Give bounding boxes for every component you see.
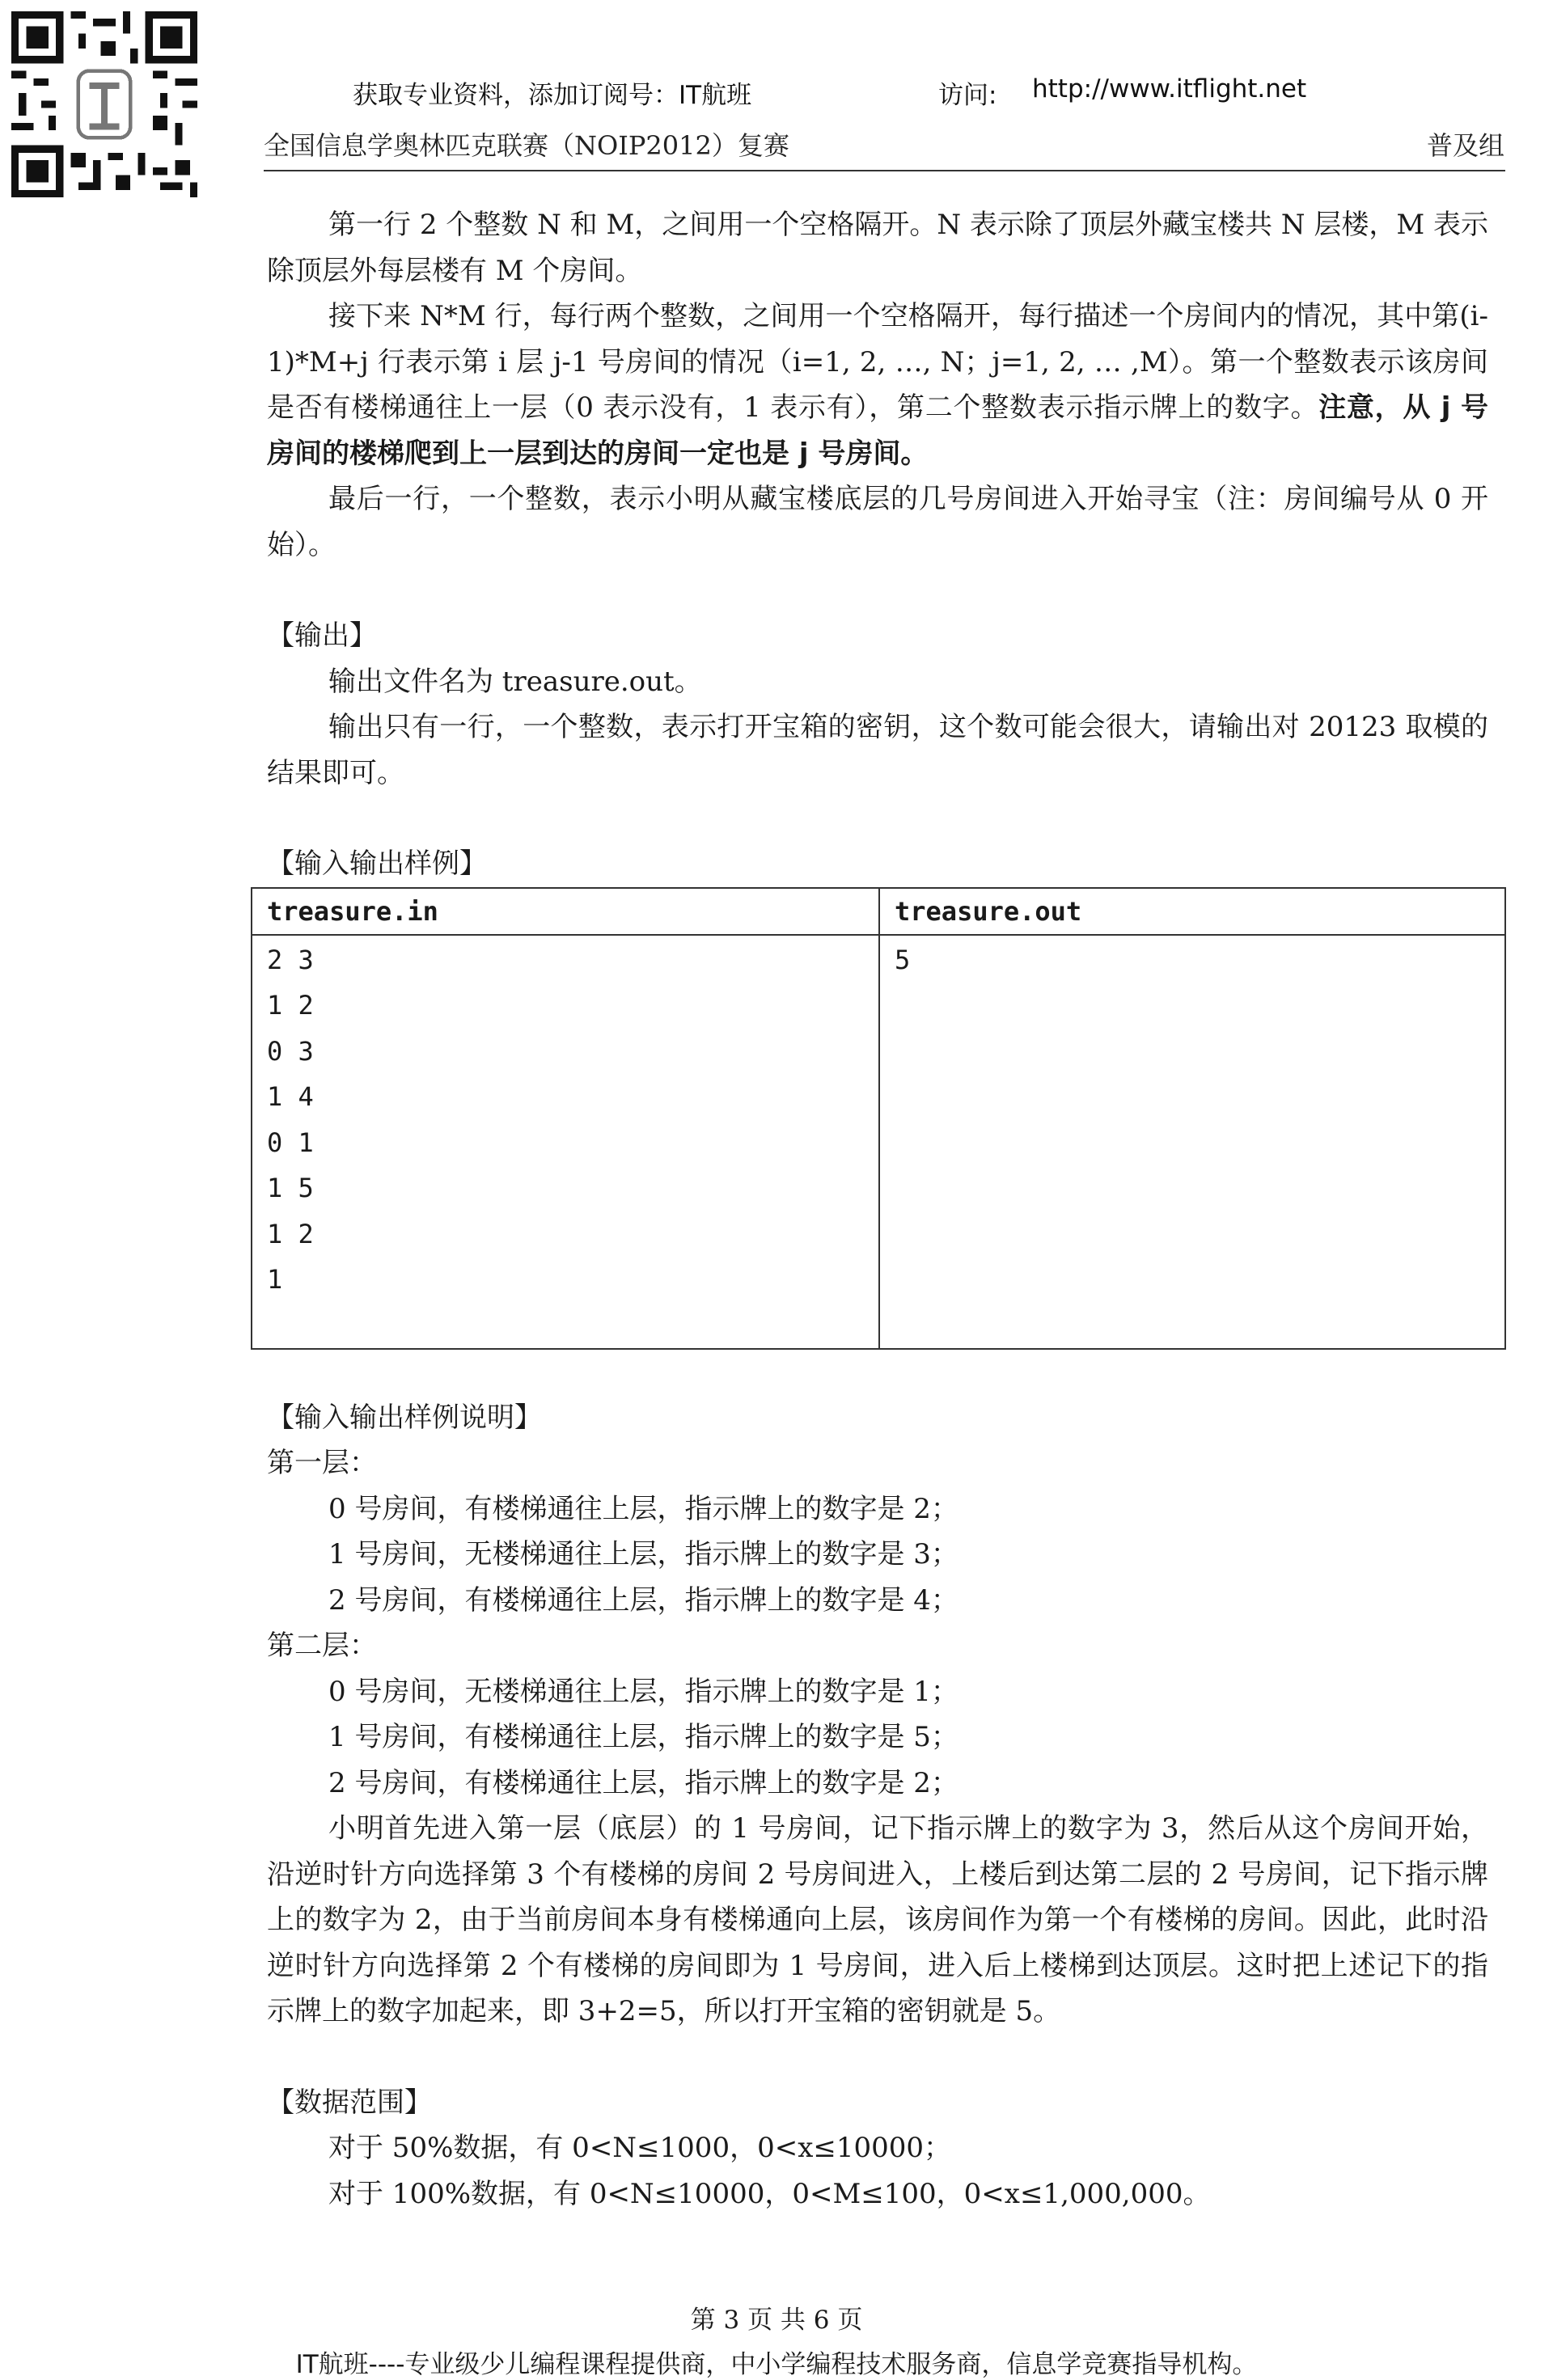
sample-input-line: 1 2 <box>267 1218 314 1249</box>
floor2-room: 1 号房间，有楼梯通往上层，指示牌上的数字是 5； <box>328 1721 958 1753</box>
output-heading: 【输出】 <box>267 619 377 652</box>
sample-output-cell <box>879 935 1505 1349</box>
floor1-room: 0 号房间，有楼梯通往上层，指示牌上的数字是 2； <box>328 1492 958 1525</box>
output-paragraph: 输出只有一行，一个整数，表示打开宝箱的密钥，这个数可能会很大，请输出对 20123 取模的结果即可。 <box>267 711 1488 789</box>
sample-input-line: 1 <box>267 1264 283 1295</box>
sample-io-table <box>251 887 1506 1350</box>
sample-output-header: treasure.out <box>879 888 1505 935</box>
sample-input-line: 2 3 <box>267 944 314 975</box>
promo-url-link[interactable]: http://www.itflight.net <box>1032 74 1307 104</box>
floor1-label: 第一层： <box>267 1447 377 1479</box>
page-number: 第 3 页 共 6 页 <box>690 2306 863 2335</box>
range-heading: 【数据范围】 <box>267 2086 432 2119</box>
sample-input-line: 1 5 <box>267 1173 314 1203</box>
sample-heading: 【输入输出样例】 <box>267 848 487 880</box>
sample-input-line: 1 4 <box>267 1081 314 1112</box>
footer-promo: IT航班----专业级少儿编程课程提供商，中小学编程技术服务商，信息学竞赛指导机构。 <box>295 2350 1258 2379</box>
header-divider <box>264 170 1505 171</box>
floor1-room: 1 号房间，无楼梯通往上层，指示牌上的数字是 3； <box>328 1538 958 1570</box>
floor2-room: 2 号房间，有楼梯通往上层，指示牌上的数字是 2； <box>328 1766 958 1799</box>
promo-visit-label: 访问: <box>938 81 997 110</box>
input-desc-paragraph: 第一行 2 个整数 N 和 M，之间用一个空格隔开。N 表示除了顶层外藏宝楼共 N 层楼，M 表示除顶层外每层楼有 M 个房间。 <box>267 209 1488 287</box>
input-note-bold: 注意，从 j 号房间的楼梯爬到上一层到达的房间一定也是 j 号房间。 <box>267 391 1488 470</box>
page-header-group: 普及组 <box>1426 130 1504 161</box>
range-line: 对于 100%数据，有 0<N≤10000，0<M≤100，0<x≤1,000,000。 <box>328 2177 1211 2210</box>
sample-input-line: 0 3 <box>267 1035 314 1067</box>
explain-summary: 小明首先进入第一层（底层）的 1 号房间，记下指示牌上的数字为 3，然后从这个房间开始，沿逆时针方向选择第 3 个有楼梯的房间 2 号房间进入，上楼后到达第二层的 2 号房间，记下指示牌上的数字为 2，由于当前房间本身有楼梯通向上层，该房间作为第一个有楼梯的房间。因此，此时沿逆时针方向选择第 2 个有楼梯的房间即为 1 号房间，进入后上楼梯到达顶层。这时把上述记下的指示牌上的数字加起来，即 3+2=5，所以打开宝箱的密钥就是 5。 <box>267 1812 1488 2027</box>
promo-subscribe: 获取专业资料，添加订阅号：IT航班 <box>353 81 752 110</box>
input-desc-paragraph: 最后一行，一个整数，表示小明从藏宝楼底层的几号房间进入开始寻宝（注：房间编号从 0 开始）。 <box>267 483 1488 561</box>
sample-output-line: 5 <box>895 944 911 975</box>
floor1-room: 2 号房间，有楼梯通往上层，指示牌上的数字是 4； <box>328 1583 958 1617</box>
sample-input-line: 0 1 <box>267 1127 314 1158</box>
floor2-room: 0 号房间，无楼梯通往上层，指示牌上的数字是 1； <box>328 1675 958 1708</box>
qr-code-icon <box>11 11 197 197</box>
page-header-title: 全国信息学奥林匹克联赛（NOIP2012）复赛 <box>264 130 789 161</box>
document-body <box>267 202 1488 2217</box>
sample-input-cell <box>252 935 879 1349</box>
range-line: 对于 50%数据，有 0<N≤1000，0<x≤10000； <box>328 2132 952 2164</box>
output-paragraph: 输出文件名为 treasure.out。 <box>328 665 702 698</box>
explain-heading: 【输入输出样例说明】 <box>267 1401 542 1434</box>
sample-input-line: 1 2 <box>267 990 314 1021</box>
sample-input-header: treasure.in <box>252 888 879 935</box>
input-desc-paragraph: 接下来 N*M 行，每行两个整数，之间用一个空格隔开，每行描述一个房间内的情况，其中第(i-1)*M+j 行表示第 i 层 j-1 号房间的情况（i=1, 2, …, N；j=1, 2, … ,M）。第一个整数表示该房间是否有楼梯通往上一层（0 表示没有，1 表示有），第二个整数表示指示牌上的数字。注意，从 j 号房间的楼梯爬到上一层到达的房间一定也是 j 号房间。 <box>267 300 1488 470</box>
floor2-label: 第二层： <box>267 1630 377 1662</box>
